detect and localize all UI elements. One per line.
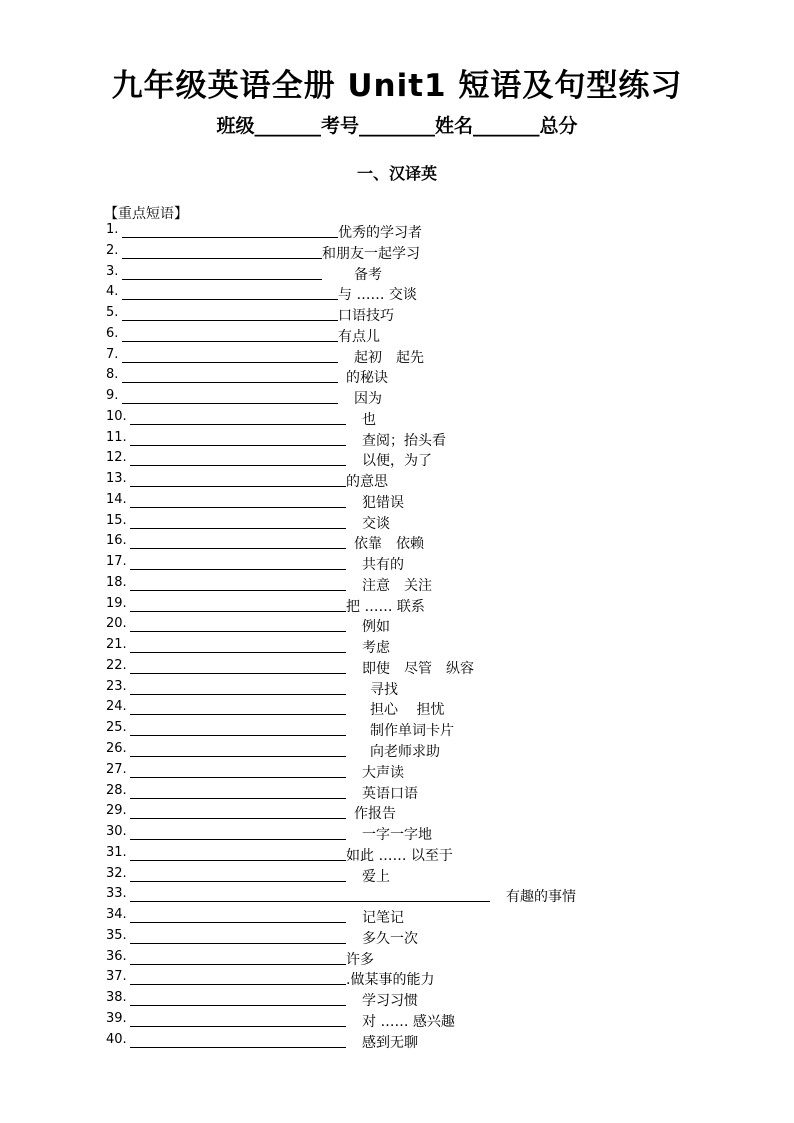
chinese-phrase: 感到无聊 bbox=[362, 1034, 418, 1051]
answer-blank[interactable] bbox=[130, 673, 346, 674]
chinese-phrase: 备考 bbox=[354, 266, 382, 283]
chinese-phrase: 爱上 bbox=[362, 868, 390, 885]
chinese-phrase: 记笔记 bbox=[362, 910, 404, 927]
item-number: 29. bbox=[106, 803, 127, 819]
answer-blank[interactable] bbox=[122, 382, 338, 383]
answer-blank[interactable] bbox=[130, 881, 346, 882]
item-number: 1. bbox=[106, 222, 119, 237]
answer-blank[interactable] bbox=[130, 777, 346, 778]
answer-blank[interactable] bbox=[122, 403, 338, 404]
chinese-phrase: 优秀的学习者 bbox=[338, 225, 422, 241]
answer-blank[interactable] bbox=[130, 424, 346, 425]
chinese-phrase: 交谈 bbox=[362, 515, 390, 532]
chinese-phrase: 把 …… 联系 bbox=[346, 598, 425, 615]
item-number: 19. bbox=[106, 595, 127, 611]
answer-blank[interactable] bbox=[130, 735, 346, 736]
chinese-phrase: .做某事的能力 bbox=[346, 972, 435, 989]
answer-blank[interactable] bbox=[130, 1005, 346, 1006]
answer-blank[interactable] bbox=[130, 798, 346, 799]
answer-blank[interactable] bbox=[130, 1026, 346, 1027]
chinese-phrase: 制作单词卡片 bbox=[370, 723, 454, 740]
chinese-phrase: 口语技巧 bbox=[338, 308, 394, 325]
item-number: 23. bbox=[106, 678, 127, 694]
answer-blank[interactable] bbox=[130, 611, 346, 612]
item-number: 32. bbox=[106, 865, 127, 881]
answer-blank[interactable] bbox=[122, 299, 338, 300]
answer-blank[interactable] bbox=[130, 445, 346, 446]
item-number: 17. bbox=[106, 554, 127, 570]
chinese-phrase: 考虑 bbox=[362, 640, 390, 657]
item-number: 30. bbox=[106, 824, 127, 840]
chinese-phrase: 一字一字地 bbox=[362, 827, 432, 844]
chinese-phrase: 学习习惯 bbox=[362, 993, 418, 1010]
item-number: 10. bbox=[106, 408, 127, 424]
item-number: 14. bbox=[106, 491, 127, 507]
answer-blank[interactable] bbox=[130, 465, 346, 466]
item-number: 6. bbox=[106, 325, 119, 341]
chinese-phrase: 有趣的事情 bbox=[506, 889, 576, 906]
item-number: 11. bbox=[106, 429, 127, 445]
answer-blank[interactable] bbox=[130, 569, 346, 570]
item-number: 37. bbox=[106, 969, 127, 985]
answer-blank[interactable] bbox=[130, 984, 346, 985]
chinese-phrase: 许多 bbox=[346, 951, 374, 968]
chinese-phrase: 寻找 bbox=[370, 681, 398, 698]
item-number: 40. bbox=[106, 1031, 127, 1047]
answer-blank[interactable] bbox=[130, 901, 490, 902]
answer-blank[interactable] bbox=[130, 694, 346, 695]
item-number: 7. bbox=[106, 346, 119, 362]
item-number: 13. bbox=[106, 471, 127, 487]
chinese-phrase: 的秘诀 bbox=[346, 370, 388, 387]
chinese-phrase: 大声读 bbox=[362, 764, 404, 781]
item-number: 26. bbox=[106, 741, 127, 756]
item-number: 2. bbox=[106, 242, 119, 258]
chinese-phrase: 依靠 依赖 bbox=[354, 536, 424, 553]
chinese-phrase: 共有的 bbox=[362, 557, 404, 574]
chinese-phrase: 作报告 bbox=[354, 806, 396, 823]
answer-blank[interactable] bbox=[130, 839, 346, 840]
item-number: 16. bbox=[106, 533, 127, 549]
chinese-phrase: 与 …… 交谈 bbox=[338, 287, 417, 304]
chinese-phrase: 查阅；抬头看 bbox=[362, 432, 446, 449]
item-number: 33. bbox=[106, 886, 127, 902]
section-title: 一、汉译英 bbox=[356, 164, 437, 183]
answer-blank[interactable] bbox=[130, 507, 346, 508]
answer-blank[interactable] bbox=[130, 756, 346, 757]
item-number: 28. bbox=[106, 782, 127, 798]
answer-blank[interactable] bbox=[130, 528, 346, 529]
item-number: 25. bbox=[106, 720, 127, 736]
answer-blank[interactable] bbox=[130, 652, 346, 653]
item-number: 27. bbox=[106, 761, 127, 777]
chinese-phrase: 因为 bbox=[354, 391, 382, 408]
answer-blank[interactable] bbox=[130, 922, 346, 923]
answer-blank[interactable] bbox=[130, 714, 346, 715]
answer-blank[interactable] bbox=[130, 548, 346, 549]
chinese-phrase: 也 bbox=[362, 411, 376, 428]
answer-blank[interactable] bbox=[122, 279, 322, 280]
answer-blank[interactable] bbox=[122, 258, 322, 259]
answer-blank[interactable] bbox=[122, 341, 338, 342]
item-number: 5. bbox=[106, 305, 119, 321]
answer-blank[interactable] bbox=[130, 486, 346, 487]
answer-blank[interactable] bbox=[130, 590, 346, 591]
item-number: 8. bbox=[106, 367, 119, 383]
answer-blank[interactable] bbox=[130, 631, 346, 632]
chinese-phrase: 注意 关注 bbox=[362, 577, 432, 594]
chinese-phrase: 对 …… 感兴趣 bbox=[362, 1013, 455, 1030]
chinese-phrase: 英语口语 bbox=[362, 785, 418, 802]
student-info-line: 班级_______考号________姓名_______总分 bbox=[216, 115, 578, 137]
chinese-phrase: 担心 担忧 bbox=[370, 702, 445, 719]
chinese-phrase: 起初 起先 bbox=[354, 349, 424, 366]
item-number: 4. bbox=[106, 284, 119, 300]
item-number: 12. bbox=[106, 450, 127, 466]
answer-blank[interactable] bbox=[130, 1047, 346, 1048]
item-number: 22. bbox=[106, 657, 127, 673]
answer-blank[interactable] bbox=[122, 320, 338, 321]
item-number: 9. bbox=[106, 388, 119, 404]
item-number: 38. bbox=[106, 990, 127, 1006]
answer-blank[interactable] bbox=[122, 362, 338, 363]
item-number: 20. bbox=[106, 616, 127, 632]
page-title: 九年级英语全册 Unit1 短语及句型练习 bbox=[111, 68, 683, 104]
chinese-phrase: 例如 bbox=[362, 619, 390, 636]
chinese-phrase: 如此 …… 以至于 bbox=[346, 847, 453, 864]
chinese-phrase: 和朋友一起学习 bbox=[322, 245, 420, 262]
chinese-phrase: 有点儿 bbox=[338, 328, 380, 345]
answer-blank[interactable] bbox=[130, 818, 346, 819]
item-number: 35. bbox=[106, 927, 127, 943]
answer-blank[interactable] bbox=[122, 237, 338, 238]
answer-blank[interactable] bbox=[130, 860, 346, 861]
chinese-phrase: 以便，为了 bbox=[362, 453, 432, 470]
item-number: 36. bbox=[106, 948, 127, 964]
item-number: 21. bbox=[106, 637, 127, 653]
item-number: 24. bbox=[106, 699, 127, 715]
item-number: 3. bbox=[106, 263, 119, 279]
item-number: 18. bbox=[106, 574, 127, 590]
answer-blank[interactable] bbox=[130, 964, 346, 965]
item-number: 31. bbox=[106, 844, 127, 860]
chinese-phrase: 向老师求助 bbox=[370, 744, 440, 760]
chinese-phrase: 多久一次 bbox=[362, 930, 418, 947]
chinese-phrase: 犯错误 bbox=[362, 494, 404, 511]
item-number: 15. bbox=[106, 512, 127, 528]
item-number: 39. bbox=[106, 1010, 127, 1026]
chinese-phrase: 的意思 bbox=[346, 474, 388, 491]
answer-blank[interactable] bbox=[130, 943, 346, 944]
subsection-label: 【重点短语】 bbox=[104, 206, 188, 222]
item-number: 34. bbox=[106, 907, 127, 923]
chinese-phrase: 即使 尽管 纵容 bbox=[362, 660, 474, 677]
